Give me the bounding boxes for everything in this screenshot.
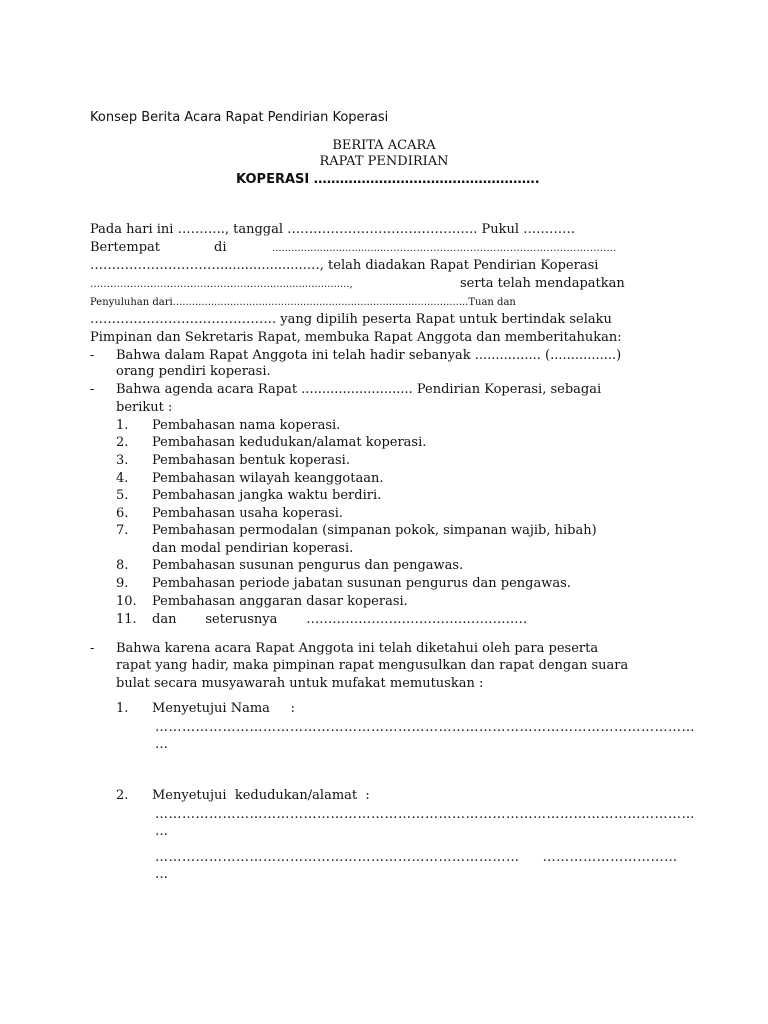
agenda-num: 5. (116, 488, 129, 503)
title-rapat-pendirian: RAPAT PENDIRIAN (319, 154, 449, 169)
agenda-item: Pembahasan usaha koperasi. (152, 506, 344, 521)
bullet-dash-3: - (90, 641, 95, 656)
para-line-4 (90, 275, 680, 294)
decision-num-2: 2. (116, 788, 129, 803)
agenda-num: 7. (116, 523, 129, 538)
decision-1-name-field[interactable]: ………………………………………………………………………………………………………… (155, 720, 695, 735)
decision-2-continuation: … (155, 824, 169, 839)
bullet-2-line-1: Bahwa agenda acara Rapat ........................... Pendirian Koperasi, sebagai (116, 382, 602, 397)
decision-1-label: Menyetujui Nama : (152, 701, 295, 716)
document-heading: Konsep Berita Acara Rapat Pendirian Koperasi (90, 110, 389, 125)
bullet-2-line-2: berikut : (116, 400, 173, 415)
agenda-num: 11. (116, 612, 137, 627)
agenda-num: 3. (116, 453, 129, 468)
agenda-num: 2. (116, 435, 129, 450)
para-line-2 (90, 239, 680, 257)
agenda-item: Pembahasan susunan pengurus dan pengawas. (152, 558, 464, 573)
decision-2-label: Menyetujui kedudukan/alamat : (152, 788, 370, 803)
agenda-item: dan modal pendirian koperasi. (152, 541, 354, 556)
decision-2-address-field[interactable]: ………………………………………………………………………………………………………… (155, 807, 695, 822)
agenda-num: 1. (116, 418, 129, 433)
decision-2-address-field-2[interactable]: ……………………………………………………………………… ………………………… (155, 850, 678, 865)
decision-2-continuation-2: … (155, 867, 169, 882)
agenda-item: Pembahasan permodalan (simpanan pokok, simpanan wajib, hibah) (152, 523, 597, 538)
location-dots: ....................................…………………………………………………………… (272, 243, 617, 254)
title-koperasi: KOPERASI ……………………………………………. (236, 172, 540, 187)
penyuluhan-text: Penyuluhan dari.............................................................................................Tuan dan (90, 297, 516, 308)
agenda-item: Pembahasan jangka waktu berdiri. (152, 488, 382, 503)
bullet-1-line-1: Bahwa dalam Rapat Anggota ini telah hadir sebanyak ................ (................) (116, 348, 622, 363)
di-label: di (214, 240, 227, 255)
agenda-item: dan seterusnya …………………………………………… (152, 612, 528, 627)
bertempat-label: Bertempat (90, 240, 161, 255)
agenda-item: Pembahasan bentuk koperasi. (152, 453, 350, 468)
para-line-1: Pada hari ini ……….., tanggal …………………………………….. Pukul ………… (90, 222, 576, 237)
bullet-3-line-1: Bahwa karena acara Rapat Anggota ini telah diketahui oleh para peserta (116, 641, 599, 656)
para-line-5 (90, 293, 680, 312)
agenda-item: Pembahasan nama koperasi. (152, 418, 341, 433)
serta-text: serta telah mendapatkan (460, 276, 625, 291)
agenda-num: 8. (116, 558, 129, 573)
agenda-item: Pembahasan kedudukan/alamat koperasi. (152, 435, 427, 450)
bullet-dash-2: - (90, 382, 95, 397)
agenda-num: 9. (116, 576, 129, 591)
agenda-item: Pembahasan periode jabatan susunan pengurus dan pengawas. (152, 576, 571, 591)
agenda-num: 4. (116, 471, 129, 486)
agenda-num: 10. (116, 594, 137, 609)
koperasi-dots: ………………………………………………........................., (90, 279, 353, 290)
bullet-dash-1: - (90, 348, 95, 363)
agenda-item: Pembahasan anggaran dasar koperasi. (152, 594, 408, 609)
decision-num-1: 1. (116, 701, 129, 716)
bullet-3-line-3: bulat secara musyawarah untuk mufakat memutuskan : (116, 676, 484, 691)
decision-1-continuation: … (155, 737, 169, 752)
para-line-7: Pimpinan dan Sekretaris Rapat, membuka Rapat Anggota dan memberitahukan: (90, 330, 622, 345)
para-line-6: ……………………………………. yang dipilih peserta Rapat untuk bertindak selaku (90, 312, 612, 327)
title-berita-acara: BERITA ACARA (332, 138, 436, 153)
agenda-num: 6. (116, 506, 129, 521)
bullet-1-line-2: orang pendiri koperasi. (116, 364, 271, 379)
bullet-3-line-2: rapat yang hadir, maka pimpinan rapat mengusulkan dan rapat dengan suara (116, 658, 629, 673)
agenda-item: Pembahasan wilayah keanggotaan. (152, 471, 384, 486)
para-line-3: ………………………….....................…, telah diadakan Rapat Pendirian Koperasi (90, 258, 599, 273)
